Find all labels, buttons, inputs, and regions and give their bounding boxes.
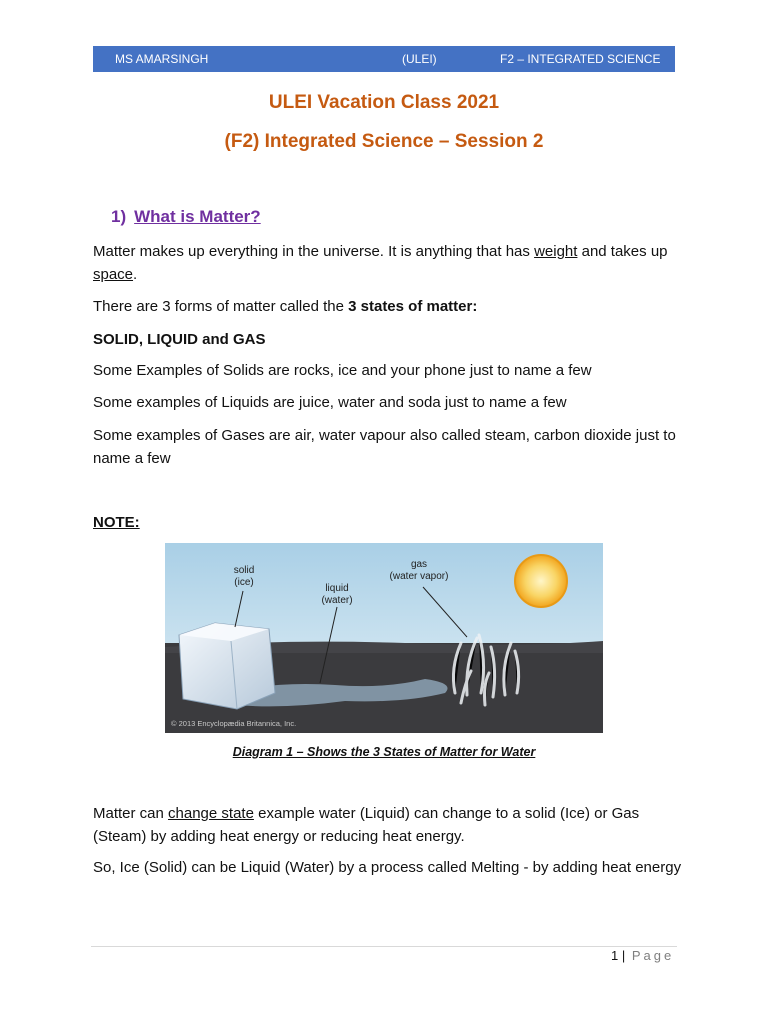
gas-sublabel: (water vapor) [389,571,449,582]
gas-label: gas [410,559,428,570]
states-list: SOLID, LIQUID and GAS [93,331,266,348]
header-school: (ULEI) [402,52,437,66]
underlined-space: space [93,266,134,283]
text-run: and takes up [577,243,668,260]
diagram-caption: Diagram 1 – Shows the 3 States of Matter for Water [232,745,536,759]
paragraph-change-state [93,802,683,848]
page-header [93,46,675,72]
states-of-matter-diagram [165,543,603,733]
paragraph-gases: Some examples of Gases are air, water vapour also called steam, carbon dioxide just to name a few [93,427,676,467]
section-number: 1) [111,207,127,226]
paragraph-definition [93,240,683,286]
footer-divider [91,946,677,947]
ice-cube [179,623,275,709]
solid-label: solid [233,565,255,576]
footer-separator: | [621,948,626,963]
text-run: example water (Liquid) can change to a solid (Ice) or Gas (Steam) by adding heat energy or reducing heat energy. [93,805,640,845]
copyright-notice: © 2013 Encyclopædia Britannica, Inc. [171,719,297,728]
liquid-sublabel: (water) [321,595,353,606]
text-run: There are 3 forms of matter called the [93,298,349,315]
solid-sublabel: (ice) [234,577,254,588]
section-title: What is Matter? [134,207,261,226]
underlined-change-state: change state [168,805,254,822]
document-subtitle: (F2) Integrated Science – Session 2 [224,131,544,152]
header-author: MS AMARSINGH [115,52,209,66]
sun [515,555,567,607]
underlined-weight: weight [534,243,578,260]
paragraph-melting: So, Ice (Solid) can be Liquid (Water) by a process called Melting - by adding heat energy [93,859,682,876]
paragraph-liquids: Some examples of Liquids are juice, water and soda just to name a few [93,394,567,411]
paragraph-solids: Some Examples of Solids are rocks, ice and your phone just to name a few [93,362,592,379]
text-run: Matter makes up everything in the universe. It is anything that has [93,243,535,260]
note-label: NOTE: [93,514,140,531]
bold-states: 3 states of matter: [348,298,478,315]
section-heading [111,207,261,227]
paragraph-forms [93,295,683,318]
text-run: . [133,266,138,283]
page-footer [611,948,674,963]
liquid-label: liquid [325,583,349,594]
page-number: 1 [611,948,619,963]
document-title: ULEI Vacation Class 2021 [268,92,500,113]
page-word: Page [631,948,675,963]
header-subject: F2 – INTEGRATED SCIENCE [500,52,661,66]
text-run: Matter can [93,805,169,822]
